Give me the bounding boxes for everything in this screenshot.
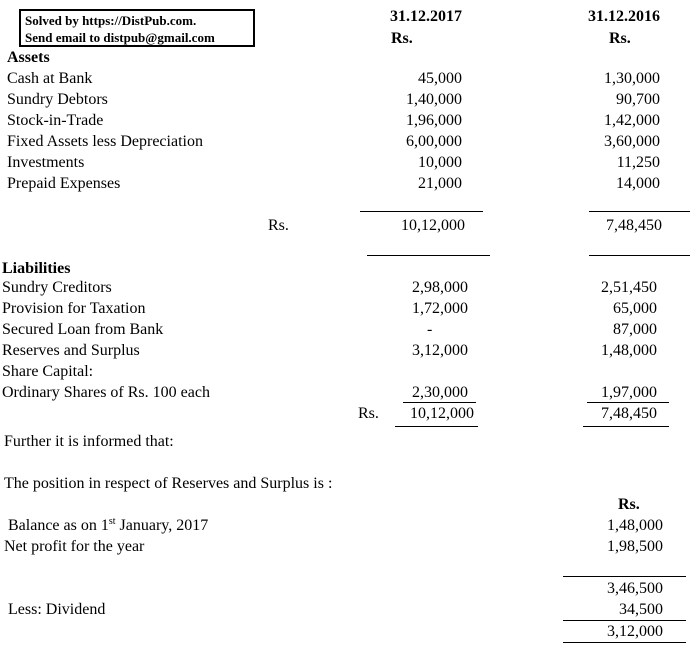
liability-label: Ordinary Shares of Rs. 100 each	[2, 384, 210, 401]
liability-value-2017: 1,72,000	[412, 300, 468, 317]
asset-value-2016: 1,42,000	[604, 112, 660, 129]
assets-total-label: Rs.	[268, 217, 289, 234]
reserves-balance-label: Balance as on 1st January, 2017	[8, 516, 209, 534]
liability-value-2016: 1,48,000	[601, 342, 657, 359]
net-profit-label: Net profit for the year	[4, 538, 145, 555]
liability-label: Sundry Creditors	[2, 279, 112, 296]
header-unit-2016: Rs.	[609, 30, 631, 47]
reserves-balance-value: 1,48,000	[607, 517, 663, 534]
asset-value-2017: 21,000	[418, 175, 462, 192]
asset-value-2017: 6,00,000	[406, 133, 462, 150]
reserves-closing-rule-bottom	[563, 642, 686, 643]
watermark-line-1: Solved by https://DistPub.com.	[25, 13, 197, 28]
liabilities-total-rule-bottom-2017	[395, 426, 478, 427]
liability-value-2016: 87,000	[613, 321, 657, 338]
assets-total-2017: 10,12,000	[401, 217, 465, 234]
reserves-closing-rule-top	[563, 620, 686, 621]
liabilities-heading: Liabilities	[2, 260, 71, 277]
liabilities-total-rule-bottom-2016	[583, 426, 669, 427]
reserves-subtotal: 3,46,500	[607, 580, 663, 597]
liability-label: Secured Loan from Bank	[2, 321, 164, 338]
reserves-subtotal-rule	[563, 576, 686, 577]
liabilities-total-label: Rs.	[358, 405, 379, 422]
header-unit-2017: Rs.	[391, 30, 413, 47]
liability-label: Reserves and Surplus	[2, 342, 140, 359]
assets-total-rule-top-2016	[589, 211, 690, 212]
asset-value-2016: 1,30,000	[604, 70, 660, 87]
liability-label: Share Capital:	[2, 363, 94, 380]
dividend-label: Less: Dividend	[8, 601, 106, 618]
assets-total-rule-bottom-2017	[367, 255, 490, 256]
liability-value-2017: 3,12,000	[412, 342, 468, 359]
assets-heading: Assets	[7, 49, 50, 66]
asset-value-2017: 10,000	[418, 154, 462, 171]
reserves-intro-text: The position in respect of Reserves and Surplus is :	[4, 475, 333, 492]
further-info-text: Further it is informed that:	[4, 433, 174, 450]
asset-label: Stock-in-Trade	[7, 112, 104, 129]
asset-value-2017: 1,40,000	[406, 91, 462, 108]
reserves-unit: Rs.	[618, 496, 640, 513]
watermark-line-2: Send email to distpub@gmail.com	[25, 30, 215, 45]
watermark-box	[19, 9, 255, 47]
assets-total-rule-top-2017	[360, 211, 483, 212]
asset-value-2017: 1,96,000	[406, 112, 462, 129]
liabilities-total-rule-top-2016	[587, 402, 669, 403]
liability-value-2016: 65,000	[613, 300, 657, 317]
assets-total-2016: 7,48,450	[606, 217, 662, 234]
liabilities-total-2017: 10,12,000	[410, 405, 474, 422]
liabilities-total-2016: 7,48,450	[601, 405, 657, 422]
asset-label: Cash at Bank	[7, 70, 93, 87]
header-date-2016: 31.12.2016	[588, 8, 660, 25]
asset-label: Sundry Debtors	[7, 91, 108, 108]
assets-total-rule-bottom-2016	[589, 255, 690, 256]
liability-value-2017: 2,98,000	[412, 279, 468, 296]
header-date-2017: 31.12.2017	[390, 8, 462, 25]
asset-value-2016: 3,60,000	[604, 133, 660, 150]
liability-value-2016: 2,51,450	[601, 279, 657, 296]
liability-value-2016: 1,97,000	[601, 384, 657, 401]
asset-label: Prepaid Expenses	[7, 175, 121, 192]
asset-value-2016: 11,250	[616, 154, 660, 171]
liabilities-total-rule-top-2017	[403, 402, 476, 403]
net-profit-value: 1,98,500	[607, 538, 663, 555]
liability-value-2017: 2,30,000	[412, 384, 468, 401]
asset-label: Investments	[7, 154, 85, 171]
liability-value-2017: -	[427, 321, 433, 338]
dividend-value: 34,500	[619, 601, 663, 618]
reserves-closing: 3,12,000	[607, 623, 663, 640]
asset-label: Fixed Assets less Depreciation	[7, 133, 203, 150]
asset-value-2017: 45,000	[418, 70, 462, 87]
asset-value-2016: 90,700	[616, 91, 660, 108]
asset-value-2016: 14,000	[616, 175, 660, 192]
liability-label: Provision for Taxation	[2, 300, 146, 317]
